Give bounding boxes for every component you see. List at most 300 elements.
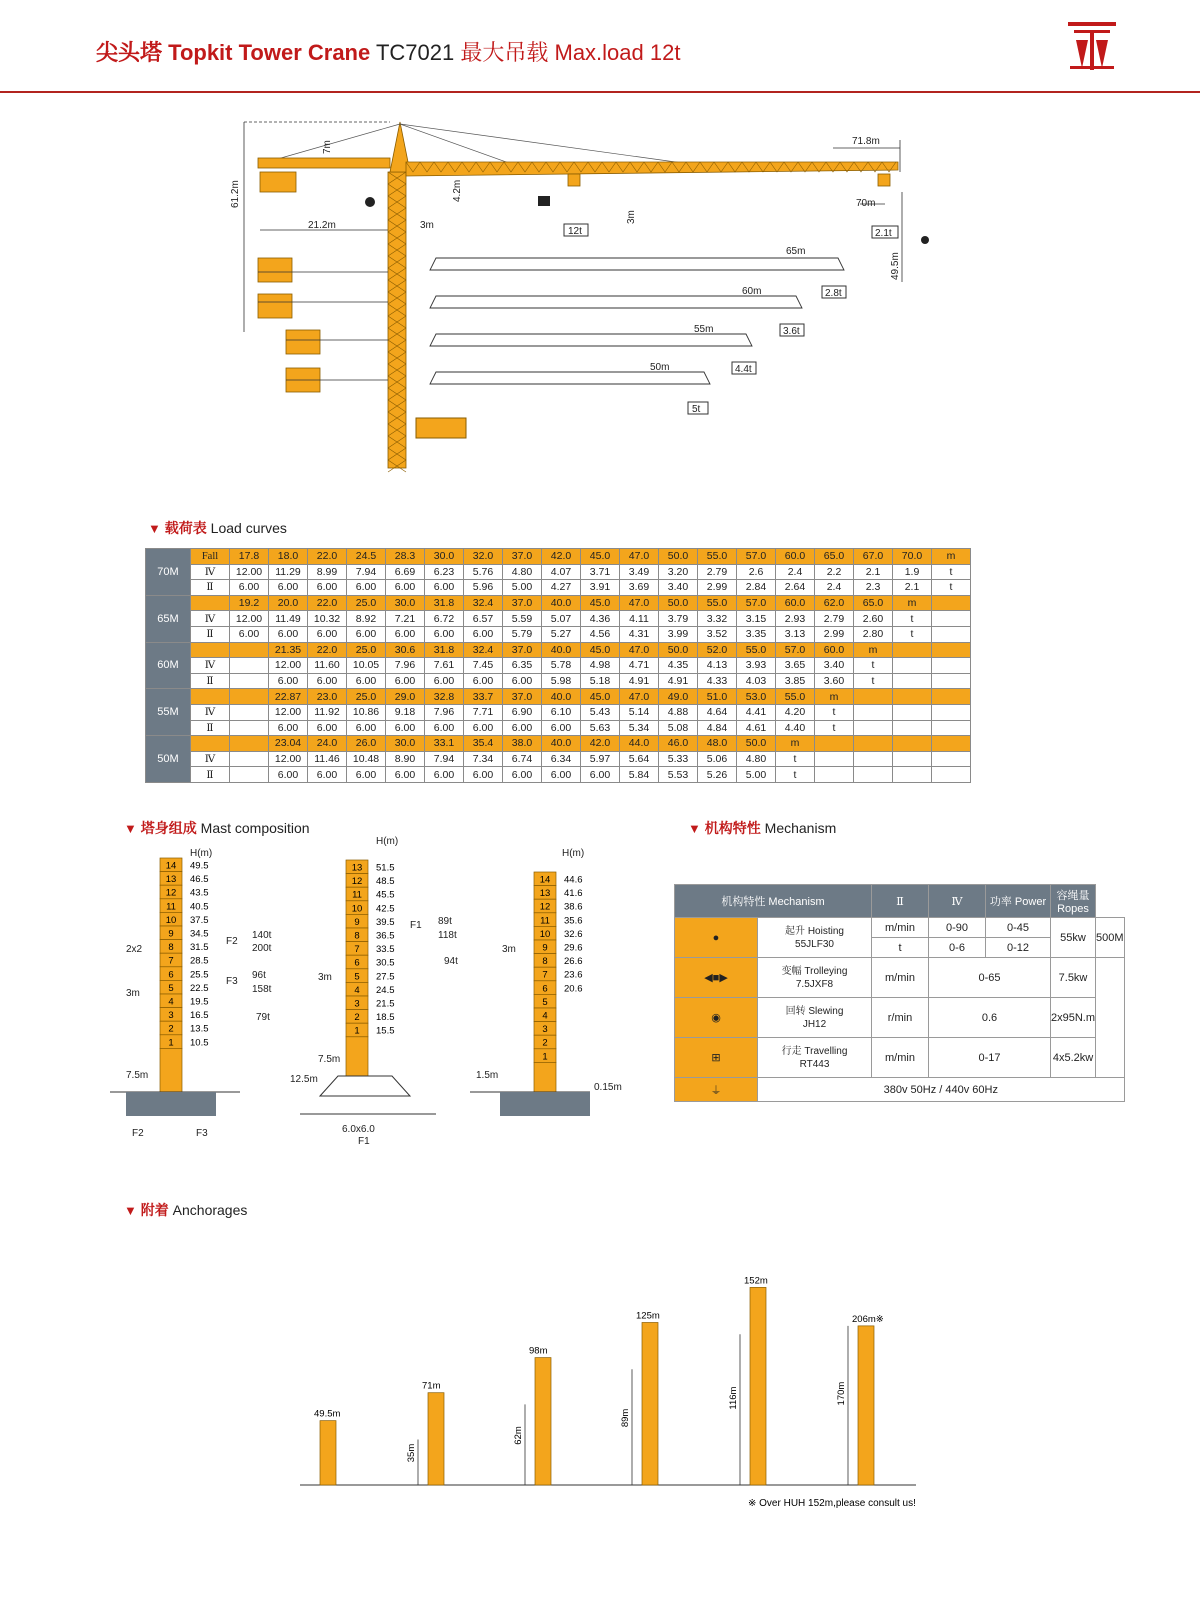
mechanism-title-cn: 机构特性	[704, 820, 761, 836]
load-cell: 6.00	[386, 626, 425, 642]
load-cell: 6.00	[386, 673, 425, 689]
label-7-5m-col2: 7.5m	[318, 1054, 341, 1065]
travelling-power: 4x5.2kw	[1051, 1038, 1096, 1078]
load-cell: 55.0	[737, 642, 776, 658]
load-cell: 4.07	[542, 564, 581, 580]
load-cell: 11.49	[269, 611, 308, 627]
travelling-value: 0-17	[929, 1038, 1051, 1078]
mast-section-number: 6	[168, 969, 174, 981]
load-cell: 20.0	[269, 595, 308, 611]
load-cell: 4.80	[503, 564, 542, 580]
load-cell: 6.00	[425, 767, 464, 783]
load-cell: 60.0	[776, 549, 815, 565]
hoisting-power: 55kw	[1051, 918, 1096, 958]
load-cell: 2.1	[854, 564, 893, 580]
load-cell: 5.96	[464, 580, 503, 596]
load-cell: 11.60	[308, 658, 347, 674]
load-cell: 4.20	[776, 704, 815, 720]
load-cell: 6.00	[464, 720, 503, 736]
load-cell	[230, 689, 269, 705]
mast-height: 29.6	[564, 942, 583, 954]
load-cell: 37.0	[503, 549, 542, 565]
label-3m-col2: 3m	[318, 972, 332, 983]
load-cell: 45.0	[581, 642, 620, 658]
load-cell: 32.4	[464, 642, 503, 658]
load-cell: 7.96	[386, 658, 425, 674]
load-cell: 12.00	[230, 611, 269, 627]
load-cell	[893, 767, 932, 783]
maxload-cn: 最大吊载	[460, 40, 549, 65]
brand-logo	[1064, 18, 1120, 72]
hoisting-v1b: 0-45	[986, 918, 1051, 938]
load-cell: 5.98	[542, 673, 581, 689]
load-cell: 5.08	[659, 720, 698, 736]
label-3m-col1: 3m	[126, 988, 140, 999]
load-cell: 35.4	[464, 736, 503, 752]
load-cell	[230, 642, 269, 658]
load-cell: 30.0	[386, 595, 425, 611]
load-cell: 2.79	[815, 611, 854, 627]
load-cell: 4.56	[581, 626, 620, 642]
load-cell: 6.00	[230, 626, 269, 642]
load-cell: 3.93	[737, 658, 776, 674]
load-cell: m	[854, 642, 893, 658]
load-curves-table	[145, 548, 971, 783]
load-cell: t	[854, 673, 893, 689]
load-cell: 6.00	[269, 767, 308, 783]
load-cell: 1.9	[893, 564, 932, 580]
load-cell: 30.0	[425, 549, 464, 565]
load-cell: 33.1	[425, 736, 464, 752]
anchorage-column	[535, 1358, 551, 1485]
load-cell: Ⅱ	[191, 767, 230, 783]
load-cell	[932, 595, 971, 611]
load-cell: 23.0	[308, 689, 347, 705]
mast-section-number: 2	[542, 1037, 548, 1049]
load-cell: 3.35	[737, 626, 776, 642]
load-cell: Ⅳ	[191, 751, 230, 767]
mast-section-number: 14	[539, 874, 551, 886]
load-cell: 3.71	[581, 564, 620, 580]
load-cell: 40.0	[542, 642, 581, 658]
load-cell	[932, 626, 971, 642]
load-cell: 62.0	[815, 595, 854, 611]
mast-section-number: 10	[165, 914, 177, 926]
mast-section-number: 1	[354, 1025, 360, 1037]
load-cell: 46.0	[659, 736, 698, 752]
mast-height: 30.5	[376, 957, 395, 969]
anchorage-column	[858, 1326, 874, 1485]
mast-section-number: 2	[354, 1012, 360, 1024]
load-cell: 51.0	[698, 689, 737, 705]
mast-section-number: 7	[354, 944, 360, 956]
load-cell: 6.00	[308, 767, 347, 783]
load-cell: 5.00	[503, 580, 542, 596]
load-cell: 6.23	[425, 564, 464, 580]
anchorages-title: ▼ 附着 Anchorages	[124, 1202, 248, 1218]
load-cell	[893, 673, 932, 689]
load-cell	[191, 595, 230, 611]
load-cell: 40.0	[542, 595, 581, 611]
load-cell: Ⅳ	[191, 658, 230, 674]
load-cell: 6.00	[386, 720, 425, 736]
load-cell: 4.91	[620, 673, 659, 689]
slewing-model: JH12	[802, 1018, 827, 1030]
travelling-unit: m/min	[872, 1038, 929, 1078]
mast-height: 44.6	[564, 874, 583, 886]
hoisting-unit2: t	[872, 938, 929, 958]
mast-section-number: 14	[165, 860, 177, 872]
travelling-icon: ⊞	[675, 1038, 758, 1078]
travelling-model: RT443	[799, 1058, 830, 1070]
load-cell: 57.0	[737, 549, 776, 565]
load-cell: 6.00	[425, 720, 464, 736]
load-cell: 40.0	[542, 736, 581, 752]
mechanism-title: ▼ 机构特性 Mechanism	[688, 820, 837, 836]
counter-jib-variants	[258, 258, 388, 392]
load-cell: 6.74	[503, 751, 542, 767]
jib-65-length: 65m	[786, 246, 806, 257]
load-cell: 70.0	[893, 549, 932, 565]
load-cell: 55.0	[698, 549, 737, 565]
load-cell	[230, 658, 269, 674]
travelling-name: 行走 Travelling	[781, 1045, 848, 1057]
label-f3: F3	[196, 1128, 208, 1139]
label-12-5m: 12.5m	[290, 1074, 318, 1085]
load-group-name: 70M	[146, 549, 191, 596]
load-cell: 7.94	[347, 564, 386, 580]
jib-60-load: 3.6t	[783, 326, 800, 337]
load-cell: 5.00	[737, 767, 776, 783]
mast-section-number: 9	[354, 916, 360, 928]
label-height: 61.2m	[230, 180, 241, 208]
force-f1b: 118t	[438, 930, 457, 941]
force-f1c: 94t	[444, 956, 458, 967]
mast-section-number: 6	[542, 983, 548, 995]
load-row	[146, 704, 971, 720]
anchorages-title-cn: 附着	[140, 1202, 169, 1218]
load-cell: 4.31	[620, 626, 659, 642]
load-cell: 53.0	[737, 689, 776, 705]
mast-height: 42.5	[376, 903, 395, 915]
mast-section-number: 4	[354, 984, 360, 996]
mast-section-number: 9	[542, 942, 548, 954]
load-cell: 10.05	[347, 658, 386, 674]
load-cell: 5.78	[542, 658, 581, 674]
mast-height: 46.5	[190, 874, 209, 886]
slewing-name: 回转 Slewing	[785, 1005, 844, 1017]
load-cell: 55.0	[698, 595, 737, 611]
load-cell	[191, 642, 230, 658]
load-cell: 6.00	[503, 767, 542, 783]
load-group-name: 50M	[146, 736, 191, 783]
load-cell: 5.26	[698, 767, 737, 783]
jib-55-load: 4.4t	[735, 364, 752, 375]
mech-header-ropes: 容绳量 Ropes	[1051, 885, 1096, 918]
load-cell: 6.69	[386, 564, 425, 580]
load-cell: 6.00	[347, 626, 386, 642]
load-cell: 65.0	[854, 595, 893, 611]
hoisting-icon: ●	[675, 918, 758, 958]
load-cell: 2.1	[893, 580, 932, 596]
load-cell	[191, 689, 230, 705]
jib-50-length: 50m	[650, 362, 670, 373]
mast-height: 33.5	[376, 944, 395, 956]
mast-height: 45.5	[376, 889, 395, 901]
load-cell: 4.80	[737, 751, 776, 767]
load-cell: m	[893, 595, 932, 611]
load-cell: 42.0	[581, 736, 620, 752]
load-cell: Ⅱ	[191, 580, 230, 596]
mast-height: 19.5	[190, 996, 209, 1008]
load-cell: 60.0	[776, 595, 815, 611]
main-jib	[406, 162, 898, 176]
load-cell	[893, 658, 932, 674]
load-cell: 32.4	[464, 595, 503, 611]
mast-section-number: 4	[168, 996, 174, 1008]
load-cell: 6.00	[269, 626, 308, 642]
mast-section-number: 11	[352, 889, 362, 901]
label-height2: 49.5m	[890, 252, 901, 280]
load-cell: 25.0	[347, 642, 386, 658]
load-cell: 4.84	[698, 720, 737, 736]
load-cell: 10.86	[347, 704, 386, 720]
load-cell: 4.88	[659, 704, 698, 720]
load-cell: 6.57	[464, 611, 503, 627]
load-cell: 4.71	[620, 658, 659, 674]
load-cell: 6.00	[308, 580, 347, 596]
load-cell: 5.64	[620, 751, 659, 767]
load-cell: 6.00	[464, 626, 503, 642]
load-cell	[854, 767, 893, 783]
load-cell	[932, 611, 971, 627]
load-cell: Ⅳ	[191, 564, 230, 580]
load-cell	[893, 736, 932, 752]
load-cell: 6.35	[503, 658, 542, 674]
mech-header-power: 功率 Power	[986, 885, 1051, 918]
load-cell: Ⅱ	[191, 720, 230, 736]
load-cell: 3.99	[659, 626, 698, 642]
mast-section-number: 3	[542, 1024, 548, 1036]
load-cell: 4.27	[542, 580, 581, 596]
load-cell: 45.0	[581, 689, 620, 705]
load-cell: 2.80	[854, 626, 893, 642]
anchorages-diagram	[290, 1210, 930, 1510]
load-cell: t	[815, 720, 854, 736]
load-cell: 37.0	[503, 595, 542, 611]
load-cell: 23.04	[269, 736, 308, 752]
load-cell	[854, 720, 893, 736]
mechanism-table	[674, 884, 1125, 1102]
load-cell: 6.34	[542, 751, 581, 767]
load-cell: 5.14	[620, 704, 659, 720]
force-f3: F3	[226, 976, 238, 987]
load-cell: 8.99	[308, 564, 347, 580]
load-cell: 30.0	[386, 736, 425, 752]
load-cell	[854, 689, 893, 705]
hoisting-unit1: m/min	[872, 918, 929, 938]
load-cell: 50.0	[659, 595, 698, 611]
load-cell: 7.61	[425, 658, 464, 674]
load-cell: 5.07	[542, 611, 581, 627]
col2-h-label: H(m)	[376, 836, 399, 847]
load-cell: 5.34	[620, 720, 659, 736]
load-cell: 50.0	[659, 642, 698, 658]
load-cell: 2.6	[737, 564, 776, 580]
mast-height: 18.5	[376, 1012, 395, 1024]
load-cell	[854, 751, 893, 767]
load-cell: 3.15	[737, 611, 776, 627]
mast-section-number: 11	[166, 901, 176, 913]
load-cell: 29.0	[386, 689, 425, 705]
load-cell: 3.40	[659, 580, 698, 596]
load-cell: 31.8	[425, 642, 464, 658]
mast-height: 37.5	[190, 914, 209, 926]
model-number: TC7021	[375, 40, 455, 65]
mast-height: 43.5	[190, 887, 209, 899]
load-cell: 12.00	[269, 751, 308, 767]
load-cell	[230, 673, 269, 689]
load-row	[146, 673, 971, 689]
slewing-value: 0.6	[929, 998, 1051, 1038]
load-cell: 9.18	[386, 704, 425, 720]
hoisting-v2a: 0-6	[929, 938, 986, 958]
mast-section-number: 1	[168, 1037, 174, 1049]
mast-section-number: 9	[168, 928, 174, 940]
load-cell: 6.00	[425, 580, 464, 596]
mast-height: 38.6	[564, 901, 583, 913]
load-cell: 26.0	[347, 736, 386, 752]
load-cell: Ⅳ	[191, 611, 230, 627]
slewing-power: 2x95N.m	[1051, 998, 1096, 1038]
load-cell: 4.11	[620, 611, 659, 627]
mast-tower	[388, 172, 406, 472]
load-cell: 3.69	[620, 580, 659, 596]
mast-section-number: 8	[354, 930, 360, 942]
jib-50-load: 5t	[692, 404, 701, 415]
load-group-name: 60M	[146, 642, 191, 689]
trolleying-value: 0-65	[929, 958, 1051, 998]
load-cell: 2.4	[776, 564, 815, 580]
load-cell: 3.65	[776, 658, 815, 674]
load-cell: 32.8	[425, 689, 464, 705]
force-f2: F2	[226, 936, 238, 947]
load-cell: t	[854, 658, 893, 674]
load-cell: 37.0	[503, 689, 542, 705]
load-cell	[893, 689, 932, 705]
label-0-15m: 0.15m	[594, 1082, 622, 1093]
load-cell: 21.35	[269, 642, 308, 658]
load-cell	[230, 704, 269, 720]
load-cell: 2.99	[698, 580, 737, 596]
load-cell: 6.00	[347, 720, 386, 736]
mast-section-number: 3	[168, 1010, 174, 1022]
label-counter-jib: 21.2m	[308, 220, 336, 231]
load-row	[146, 767, 971, 783]
mast-section-number: 10	[539, 928, 551, 940]
load-cell: 5.59	[503, 611, 542, 627]
slewing-unit: r/min	[872, 998, 929, 1038]
mast-section-number: 5	[354, 971, 360, 983]
mast-section-number: 12	[165, 887, 177, 899]
trolleying-name: 变幅 Trolleying	[781, 965, 848, 977]
mast-height: 32.6	[564, 928, 583, 940]
load-cell: 3.52	[698, 626, 737, 642]
mast-section-number: 5	[542, 996, 548, 1008]
load-cell: 6.00	[464, 673, 503, 689]
mast-base-section	[160, 1048, 182, 1092]
mast-section-number: 12	[351, 876, 363, 888]
load-cell	[932, 689, 971, 705]
title-cn: 尖头塔	[96, 40, 163, 65]
power-plug-icon: ⏚	[675, 1078, 758, 1102]
load-cell	[932, 720, 971, 736]
load-cell: 11.92	[308, 704, 347, 720]
load-cell: 2.2	[815, 564, 854, 580]
mast-section-number: 6	[354, 957, 360, 969]
load-cell: 6.00	[386, 580, 425, 596]
load-cell: 45.0	[581, 595, 620, 611]
mast-height: 31.5	[190, 942, 209, 954]
load-cell	[191, 736, 230, 752]
hoist-icon	[921, 236, 929, 244]
anchorage-height-label: 170m	[836, 1381, 847, 1406]
load-cell: 3.32	[698, 611, 737, 627]
load-cell: 3.20	[659, 564, 698, 580]
load-cell	[893, 642, 932, 658]
force-f3c: 79t	[256, 1012, 270, 1023]
mast-height: 28.5	[190, 955, 209, 967]
slewing-icon	[365, 197, 375, 207]
load-cell: 5.53	[659, 767, 698, 783]
load-cell: 7.71	[464, 704, 503, 720]
anchorage-height-label: 62m	[513, 1426, 524, 1445]
load-cell: m	[815, 689, 854, 705]
force-f2a: 140t	[252, 930, 272, 941]
load-cell: 6.00	[347, 580, 386, 596]
mast-height: 41.6	[564, 888, 583, 900]
load-cell: 2.3	[854, 580, 893, 596]
load-cell: 5.18	[581, 673, 620, 689]
load-cell: 6.00	[581, 767, 620, 783]
label-f2: F2	[132, 1128, 144, 1139]
load-cell: 4.91	[659, 673, 698, 689]
load-cell: 4.13	[698, 658, 737, 674]
mech-header-ii: Ⅱ	[872, 885, 929, 918]
load-cell: 3.91	[581, 580, 620, 596]
anchorages-title-en: Anchorages	[172, 1202, 248, 1218]
load-cell: 6.00	[269, 720, 308, 736]
load-cell: 4.40	[776, 720, 815, 736]
load-cell: 2.60	[854, 611, 893, 627]
power-supply: 380v 50Hz / 440v 60Hz	[758, 1078, 1125, 1102]
label-7-5m: 7.5m	[126, 1070, 149, 1081]
load-cell: 3.85	[776, 673, 815, 689]
load-cell: 22.0	[308, 595, 347, 611]
anchorage-top-label: 71m	[422, 1380, 441, 1392]
load-cell: 25.0	[347, 689, 386, 705]
load-curves-title: ▼ 载荷表 Load curves	[148, 520, 287, 536]
load-cell: 47.0	[620, 549, 659, 565]
load-cell: 40.0	[542, 689, 581, 705]
load-cell: 2.99	[815, 626, 854, 642]
load-cell: 2.84	[737, 580, 776, 596]
page-title	[96, 36, 680, 67]
mechanism-title-en: Mechanism	[764, 820, 837, 836]
mast-title-en: Mast composition	[200, 820, 310, 836]
load-row	[146, 658, 971, 674]
load-cell: 4.41	[737, 704, 776, 720]
